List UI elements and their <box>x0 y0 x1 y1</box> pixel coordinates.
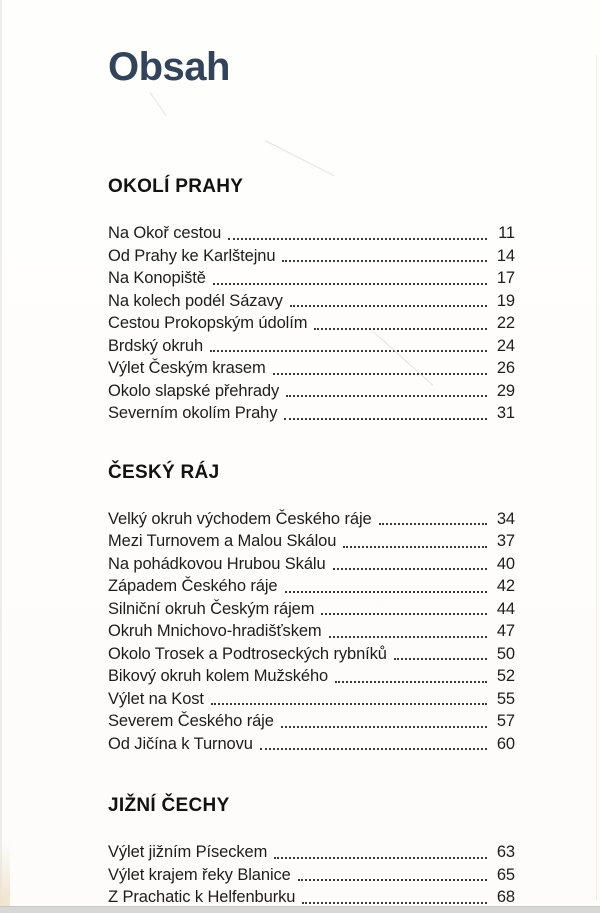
toc-list <box>108 841 515 909</box>
dot-leader <box>285 591 487 593</box>
toc-entry <box>108 245 515 268</box>
toc-entry-page: 52 <box>496 667 515 685</box>
toc-entry <box>108 357 515 380</box>
dot-leader <box>281 726 487 728</box>
toc-entry <box>108 335 515 358</box>
toc-entry <box>108 710 515 733</box>
dot-leader <box>286 395 487 397</box>
scan-corner-stain <box>0 843 10 906</box>
toc-entry <box>108 864 515 887</box>
dot-leader <box>333 568 487 570</box>
toc-entry-label: Od Jičína k Turnovu <box>108 734 253 753</box>
toc-section <box>108 795 515 909</box>
toc-entry-label: Západem Českého ráje <box>108 577 278 595</box>
toc-entry-label: Výlet na Kost <box>108 689 204 708</box>
toc-entry-page: 57 <box>496 712 515 730</box>
toc-entry-page: 14 <box>496 246 515 265</box>
dot-leader <box>302 902 487 904</box>
scan-scratch <box>265 140 335 176</box>
toc-entry-page: 60 <box>496 734 515 753</box>
toc-entry <box>108 402 515 425</box>
toc-entry-page: 37 <box>496 532 515 550</box>
toc-entry-page: 17 <box>496 269 515 287</box>
toc-entry-page: 50 <box>496 644 515 663</box>
toc-entry-label: Na kolech podél Sázavy <box>108 291 283 310</box>
toc-list <box>108 508 515 756</box>
toc-entry-page: 19 <box>496 291 515 310</box>
toc-entry-label: Výlet krajem řeky Blanice <box>108 865 291 884</box>
dot-leader <box>210 350 487 352</box>
dot-leader <box>379 523 487 525</box>
toc-entry-label: Severem Českého ráje <box>108 712 274 730</box>
toc-entry-page: 44 <box>496 599 515 618</box>
toc-entry-label: Výlet Českým krasem <box>108 359 266 377</box>
toc-entry <box>108 267 515 290</box>
dot-leader <box>274 857 487 859</box>
toc-section <box>108 462 515 756</box>
dot-leader <box>290 305 487 307</box>
toc-list <box>108 222 515 425</box>
toc-entry <box>108 530 515 553</box>
section-heading: JIŽNÍ ČECHY <box>108 795 230 816</box>
dot-leader <box>314 328 487 330</box>
toc-entry-page: 26 <box>496 359 515 377</box>
toc-entry <box>108 620 515 643</box>
toc-entry-label: Bikový okruh kolem Mužského <box>108 667 329 685</box>
dot-leader <box>213 283 487 285</box>
toc-entry <box>108 290 515 313</box>
scan-scratch <box>150 92 167 116</box>
toc-entry-label: Z Prachatic k Helfenburku <box>108 888 296 906</box>
toc-entry-label: Velký okruh východem Českého ráje <box>108 509 372 528</box>
toc-entry-page: 63 <box>496 843 515 861</box>
section-heading: OKOLÍ PRAHY <box>108 176 244 197</box>
scan-bottom-strip <box>0 906 600 913</box>
toc-entry-label: Výlet jižním Píseckem <box>108 843 268 861</box>
dot-leader <box>260 748 487 750</box>
toc-entry <box>108 553 515 576</box>
toc-entry-label: Okolo Trosek a Podtroseckých rybníků <box>108 644 387 663</box>
toc-entry <box>108 841 515 864</box>
dot-leader <box>343 546 487 548</box>
toc-entry-page: 34 <box>496 509 515 528</box>
toc-entry <box>108 688 515 711</box>
toc-entry-label: Okolo slapské přehrady <box>108 381 280 400</box>
dot-leader <box>394 658 487 660</box>
toc-entry-label: Na pohádkovou Hrubou Skálu <box>108 554 326 573</box>
toc-entry-label: Od Prahy ke Karlštejnu <box>108 246 276 265</box>
scan-edge-right <box>596 55 597 900</box>
toc-entry-page: 47 <box>496 622 515 640</box>
toc-entry <box>108 508 515 531</box>
dot-leader <box>321 613 487 615</box>
toc-entry-page: 22 <box>496 314 515 332</box>
toc-entry-page: 65 <box>496 865 515 884</box>
dot-leader <box>284 418 487 420</box>
toc-entry <box>108 733 515 756</box>
toc-entry-page: 24 <box>496 336 515 355</box>
toc-entry <box>108 665 515 688</box>
toc-entry-label: Brdský okruh <box>108 336 204 355</box>
toc-entry <box>108 643 515 666</box>
toc-entry-page: 31 <box>496 404 515 422</box>
toc-entry-label: Okruh Mnichovo-hradišťskem <box>108 622 322 640</box>
toc-entry-label: Severním okolím Prahy <box>108 404 278 422</box>
dot-leader <box>211 703 487 705</box>
dot-leader <box>335 681 487 683</box>
toc-entry <box>108 380 515 403</box>
scan-edge-left <box>0 0 2 913</box>
toc-section <box>108 176 515 425</box>
dot-leader <box>298 879 487 881</box>
toc-entry-page: 11 <box>498 224 515 242</box>
dot-leader <box>228 238 487 240</box>
toc-sections <box>108 176 515 909</box>
toc-entry-label: Na Okoř cestou <box>108 224 222 242</box>
page-title: Obsah <box>108 45 230 89</box>
toc-entry <box>108 575 515 598</box>
toc-entry-page: 55 <box>496 689 515 708</box>
toc-entry <box>108 598 515 621</box>
toc-entry-label: Mezi Turnovem a Malou Skálou <box>108 532 337 550</box>
toc-entry <box>108 222 515 245</box>
toc-entry-page: 29 <box>496 381 515 400</box>
dot-leader <box>329 636 487 638</box>
section-heading: ČESKÝ RÁJ <box>108 461 220 483</box>
dot-leader <box>273 373 487 375</box>
toc-entry-page: 42 <box>496 577 515 595</box>
dot-leader <box>282 260 487 262</box>
toc-entry-label: Na Konopiště <box>108 269 206 287</box>
toc-entry-label: Silniční okruh Českým rájem <box>108 599 315 618</box>
toc-entry-label: Cestou Prokopským údolím <box>108 314 308 332</box>
toc-entry-page: 40 <box>496 554 515 573</box>
toc-entry-page: 68 <box>496 888 515 906</box>
toc-entry <box>108 312 515 335</box>
